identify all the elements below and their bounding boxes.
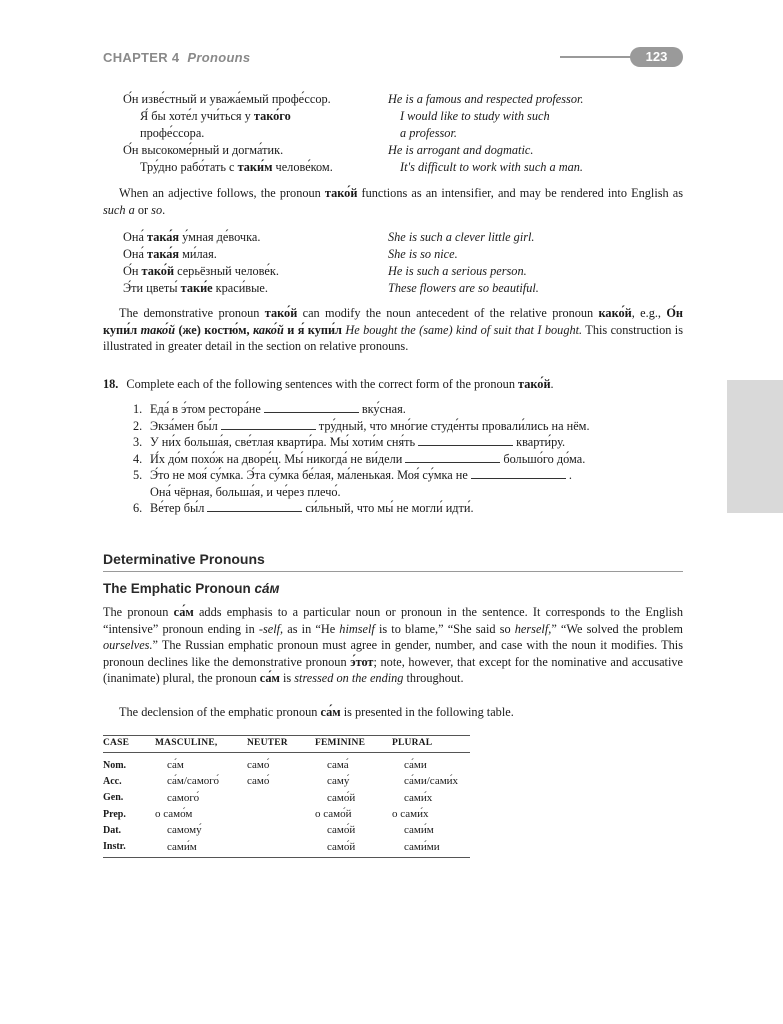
column-header: PLURAL bbox=[392, 736, 470, 753]
subsection-heading: The Emphatic Pronoun са́м bbox=[103, 581, 280, 596]
exercise-list bbox=[133, 401, 590, 517]
chapter-topic: Pronouns bbox=[187, 50, 251, 65]
section-heading: Determinative Pronouns bbox=[103, 551, 683, 572]
intensifier-paragraph: When an adjective follows, the pronoun тако́й functions as an intensifier, and may be rendered into English as such a or so. bbox=[103, 186, 684, 217]
exercise-instruction: 18. Complete each of the following sentences with the correct form of the pronoun тако́й. bbox=[103, 377, 554, 391]
russian-example: Она́ така́я у́мная де́вочка. bbox=[123, 230, 261, 244]
answer-blank[interactable] bbox=[405, 452, 500, 463]
column-header: NEUTER bbox=[247, 736, 315, 753]
table-header-row bbox=[103, 736, 470, 753]
english-translation: She is such a clever little girl. bbox=[388, 230, 535, 244]
russian-example: Э́ти цветы́ таки́е краси́вые. bbox=[123, 281, 268, 295]
russian-example: О́н тако́й серьёзный челове́к. bbox=[123, 264, 279, 278]
running-header bbox=[103, 48, 683, 68]
exercise-item: 6. Ве́тер бы́л си́льный, что мы́ не могли́ идти́. bbox=[133, 501, 474, 515]
table-row: Nom. са́м само́ сама́ са́ми bbox=[103, 759, 427, 772]
chapter-number: CHAPTER 4 bbox=[103, 50, 180, 65]
russian-example: О́н высокоме́рный и догма́тик. bbox=[123, 143, 284, 157]
english-translation: It's difficult to work with such a man. bbox=[400, 160, 583, 174]
exercise-number: 18. bbox=[103, 377, 119, 391]
table-row: Acc. са́м/самого́ само́ саму́ са́ми/сами́х bbox=[103, 775, 459, 788]
exercise-item: 4. И́х до́м похо́ж на дворе́ц. Мы́ никогда́ не ви́дели большо́го до́ма. bbox=[133, 451, 586, 466]
page-number: 123 bbox=[630, 47, 683, 67]
english-translation: He is a famous and respected professor. bbox=[388, 92, 584, 106]
exercise-item: 1. Еда́ в э́том рестора́не вку́сная. bbox=[133, 402, 406, 416]
table-row: Dat. самому́ само́й сами́м bbox=[103, 824, 434, 837]
english-translation: These flowers are so beautiful. bbox=[388, 281, 539, 295]
table-row: Instr. сами́м само́й сами́ми bbox=[103, 838, 470, 857]
answer-blank[interactable] bbox=[221, 419, 316, 430]
russian-example: Она́ така́я ми́лая. bbox=[123, 247, 217, 261]
answer-blank[interactable] bbox=[471, 468, 566, 479]
answer-blank[interactable] bbox=[207, 501, 302, 512]
column-header: MASCULINE, bbox=[155, 736, 247, 753]
russian-example: профе́ссора. bbox=[140, 126, 205, 140]
side-thumb-tab bbox=[727, 380, 783, 513]
english-translation: He is arrogant and dogmatic. bbox=[388, 143, 534, 157]
english-translation: a professor. bbox=[400, 126, 457, 140]
column-header: CASE bbox=[103, 736, 155, 753]
column-header: FEMININE bbox=[315, 736, 392, 753]
answer-blank[interactable] bbox=[264, 402, 359, 413]
exercise-item: 5. Э́то не моя́ су́мка. Э́та су́мка бе́лая, ма́ленькая. Моя́ су́мка не . Она́ чёрная, больша́я, и че́рез плечо́. bbox=[133, 468, 572, 499]
declension-table bbox=[103, 735, 470, 858]
chapter-label bbox=[103, 50, 250, 65]
english-translation: I would like to study with such bbox=[400, 109, 550, 123]
table-intro-paragraph: The declension of the emphatic pronoun са́м is presented in the following table. bbox=[119, 705, 514, 719]
russian-example: О́н изве́стный и уважа́емый профе́ссор. bbox=[123, 92, 331, 106]
russian-example: Тру́дно рабо́тать с таки́м челове́ком. bbox=[140, 160, 333, 174]
russian-example: Я́ бы хоте́л учи́ться у тако́го bbox=[140, 109, 291, 123]
emphatic-paragraph: The pronoun са́м adds emphasis to a particular noun or pronoun in the sentence. It corresponds to the English “intensive” pronoun ending in -self, as in “He himself is to blame,” “She said so herself,” “We solved the problem ourselves.” The Russian emphatic pronoun must agree in gender, number, and case with the noun it modifies. This pronoun declines like the demonstrative pronoun э́тот; note, however, that except for the nominative and accusative (inanimate) plural, the pronoun са́м is stressed on the ending throughout. bbox=[103, 605, 683, 685]
exercise-item: 3. У ни́х больша́я, све́тлая кварти́ра. Мы́ хоти́м сня́ть кварти́ру. bbox=[133, 435, 566, 449]
table-row: Prep. о само́м о само́й о сами́х bbox=[103, 808, 429, 821]
antecedent-paragraph: The demonstrative pronoun тако́й can modify the noun antecedent of the relative pronoun како́й, e.g., О́н купи́л тако́й (же) костю́м, како́й и я́ купи́л He bought the (same) kind of suit that I bought. This construction is illustrated in greater detail in the section on relative pronouns. bbox=[103, 306, 684, 353]
table-row: Gen. самого́ само́й сами́х bbox=[103, 791, 433, 804]
answer-blank[interactable] bbox=[418, 435, 513, 446]
exercise-item: 2. Экза́мен бы́л тру́дный, что мно́гие студе́нты провали́лись на нём. bbox=[133, 418, 590, 433]
english-translation: He is such a serious person. bbox=[388, 264, 527, 278]
header-rule bbox=[560, 56, 640, 58]
english-translation: She is so nice. bbox=[388, 247, 458, 261]
